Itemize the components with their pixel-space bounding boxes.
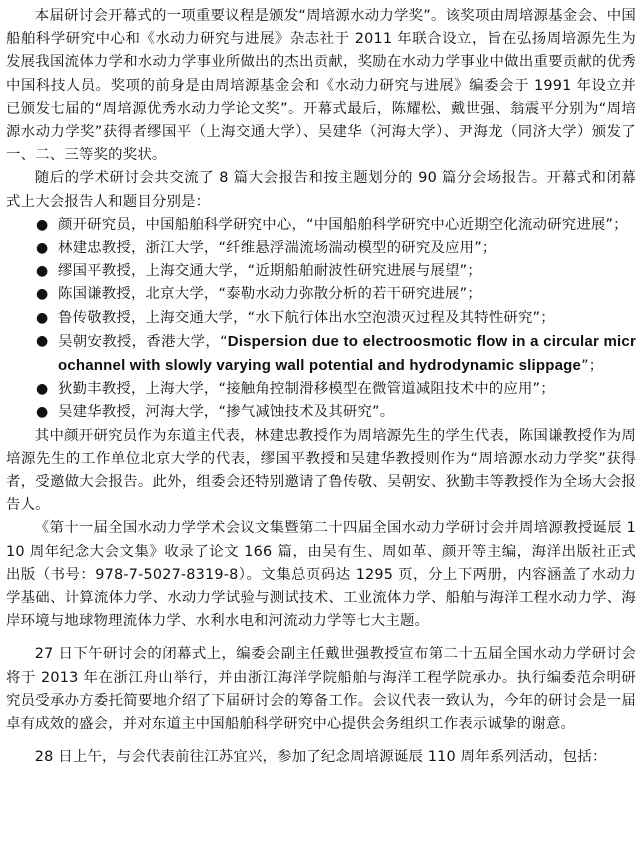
list-item (6, 283, 636, 306)
paragraph-activities: 28 日上午，与会代表前往江苏宜兴，参加了纪念周培源诞辰 110 周年系列活动，包括： (34, 749, 607, 766)
speaker-text: 陈国谦教授，北京大学，“泰勒水动力弥散分析的若干研究进展”； (58, 286, 482, 303)
speaker-text: 狄勤丰教授，上海大学，“接触角控制滑移模型在微管道减阻技术中的应用”； (58, 381, 555, 398)
paragraph-closing: 27 日下午研讨会的闭幕式上，编委会副主任戴世强教授宣布第二十五届全国水动力学研讨会将于 2013 年在浙江舟山举行，并由浙江海洋学院船舶与海洋工程学院承办。执行编委范佘明研究员受承办方委托简要地介绍了下届研讨会的筹备工作。会议代表一致认为，今年的研讨会是一届卓有成效的盛会，并对东道主中国船舶科学研究中心提供会务组织工作表示诚挚的谢意。 (6, 646, 636, 733)
speaker-text: 缪国平教授，上海交通大学，“近期船舶耐波性研究进展与展望”； (58, 263, 482, 280)
speaker-text: 吴建华教授，河海大学，“掺气减蚀技术及其研究”。 (58, 404, 395, 421)
bullet-icon: ● (36, 404, 49, 421)
list-item (6, 307, 636, 330)
list-item (6, 401, 636, 424)
speaker-title-english: Dispersion due to electroosmotic flow in a circular microchannel with slowly varying wall potential and hydrodynamic slippage (58, 332, 636, 375)
list-item (6, 330, 636, 378)
bullet-icon: ● (36, 263, 49, 280)
bullet-icon: ● (36, 286, 49, 303)
bullet-icon: ● (36, 240, 49, 257)
list-item (6, 237, 636, 260)
speaker-text: 鲁传敬教授，上海交通大学，“水下航行体出水空泡溃灭过程及其特性研究”； (58, 309, 555, 326)
bullet-icon: ● (36, 332, 49, 349)
paragraph-speakers-note: 其中颜开研究员作为东道主代表，林建忠教授作为周培源先生的学生代表，陈国谦教授作为周培源先生的工作单位北京大学的代表，缪国平教授和吴建华教授则作为“周培源水动力学奖”获得者，受邀做大会报告。此外，组委会还特别邀请了鲁传敬、吴朝安、狄勤丰等教授作为全场大会报告人。 (6, 427, 636, 514)
list-item (6, 378, 636, 401)
speaker-text: 颜开研究员，中国船舶科学研究中心，“中国船舶科学研究中心近期空化流动研究进展”； (58, 216, 628, 233)
speaker-text: 林建忠教授，浙江大学，“纤维悬浮湍流场湍动模型的研究及应用”； (58, 240, 497, 257)
paragraph-award: 本届研讨会开幕式的一项重要议程是颁发“周培源水动力学奖”。该奖项由周培源基金会、中国船舶科学研究中心和《水动力研究与进展》杂志社于 2011 年联合设立，旨在弘扬周培源先生为发展我国流体力学和水动力学事业所做出的杰出贡献，奖励在水动力学事业中做出重要贡献的优秀中国科技人员。奖项的前身是由周培源基金会和《水动力研究与进展》编委会于 1991 年设立并已颁发七届的“周培源优秀水动力学论文奖”。开幕式最后，陈耀松、戴世强、翁震平分别为“周培源水动力学奖”获得者缪国平（上海交通大学）、吴建华（河海大学）、尹海龙（同济大学）颁发了一、二、三等奖的奖状。 (6, 8, 636, 164)
speaker-list (6, 214, 636, 425)
document-page (6, 5, 636, 770)
bullet-icon: ● (36, 216, 49, 233)
bullet-icon: ● (36, 381, 49, 398)
list-item (6, 260, 636, 283)
paragraph-seminar: 随后的学术研讨会共交流了 8 篇大会报告和按主题划分的 90 篇分会场报告。开幕式和闭幕式上大会报告人和题目分别是： (6, 170, 636, 210)
speaker-text-suffix: ”； (581, 358, 604, 375)
list-item (6, 214, 636, 237)
speaker-text-prefix: 吴朝安教授，香港大学，“ (58, 333, 228, 350)
bullet-icon: ● (36, 309, 49, 326)
paragraph-proceedings: 《第十一届全国水动力学学术会议文集暨第二十四届全国水动力学研讨会并周培源教授诞辰 110 周年纪念大会文集》收录了论文 166 篇，由吴有生、周如革、颜开等主编，海洋出版社正式出版（书号：978-7-5027-8319-8）。文集总页码达 1295 页，分上下两册，内容涵盖了水动力学基础、计算流体力学、水动力学试验与测试技术、工业流体力学、船舶与海洋工程水动力学、海岸环境与地球物理流体力学、水利水电和河流动力学等七大主题。 (6, 520, 636, 630)
